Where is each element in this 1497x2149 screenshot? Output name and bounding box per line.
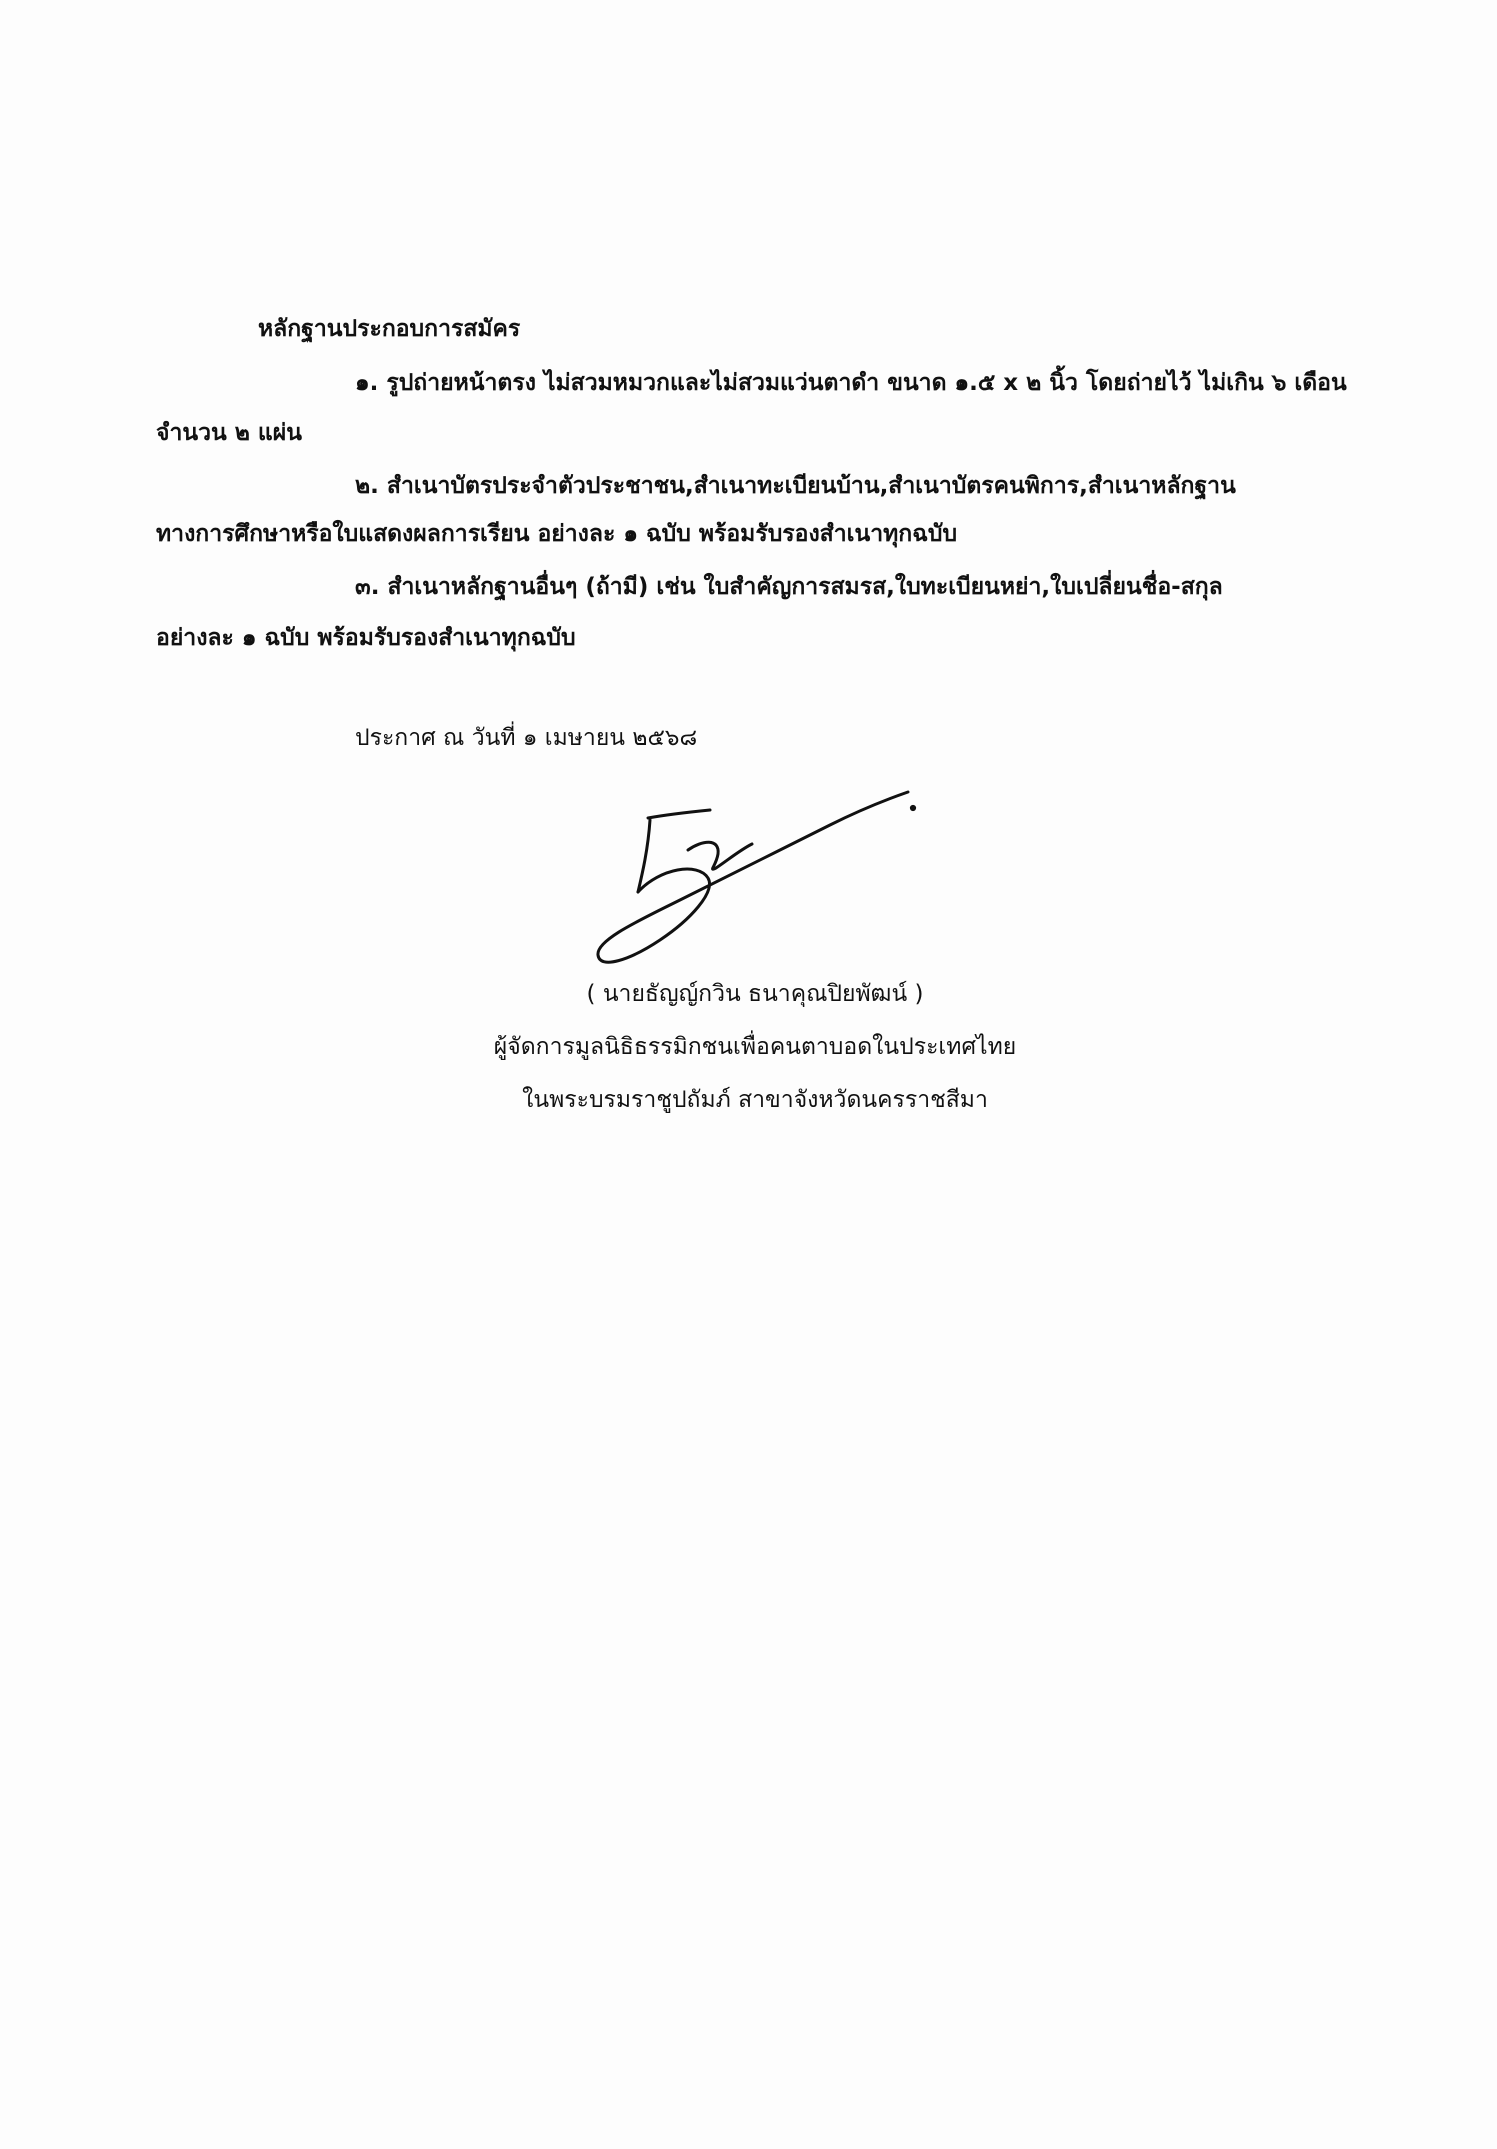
signatory-position: ผู้จัดการมูลนิธิธรรมิกชนเพื่อคนตาบอดในประเทศไทย: [493, 1034, 1017, 1060]
signatory-name: ( นายธัญญ์กวิน ธนาคุณปิยพัฒน์ ): [586, 981, 924, 1007]
requirement-item-1-continuation: จำนวน ๒ แผ่น: [156, 420, 302, 446]
signatory-position-continued: ในพระบรมราชูปถัมภ์ สาขาจังหวัดนครราชสีมา: [522, 1087, 988, 1113]
announcement-date: ประกาศ ณ วันที่ ๑ เมษายน ๒๕๖๘: [355, 725, 698, 751]
signature-image: [590, 780, 920, 970]
section-heading: หลักฐานประกอบการสมัคร: [258, 316, 521, 342]
requirement-item-3-continuation: อย่างละ ๑ ฉบับ พร้อมรับรองสำเนาทุกฉบับ: [156, 625, 576, 651]
requirement-item-1: ๑. รูปถ่ายหน้าตรง ไม่สวมหมวกและไม่สวมแว่นตาดำ ขนาด ๑.๕ x ๒ นิ้ว โดยถ่ายไว้ ไม่เกิน ๖ เดือน: [355, 370, 1347, 396]
requirement-item-2: ๒. สำเนาบัตรประจำตัวประชาชน,สำเนาทะเบียนบ้าน,สำเนาบัตรคนพิการ,สำเนาหลักฐาน: [355, 473, 1236, 499]
requirement-item-3: ๓. สำเนาหลักฐานอื่นๆ (ถ้ามี) เช่น ใบสำคัญการสมรส,ใบทะเบียนหย่า,ใบเปลี่ยนชื่อ-สกุล: [355, 574, 1223, 600]
requirement-item-2-continuation: ทางการศึกษาหรือใบแสดงผลการเรียน อย่างละ ๑ ฉบับ พร้อมรับรองสำเนาทุกฉบับ: [156, 521, 958, 547]
